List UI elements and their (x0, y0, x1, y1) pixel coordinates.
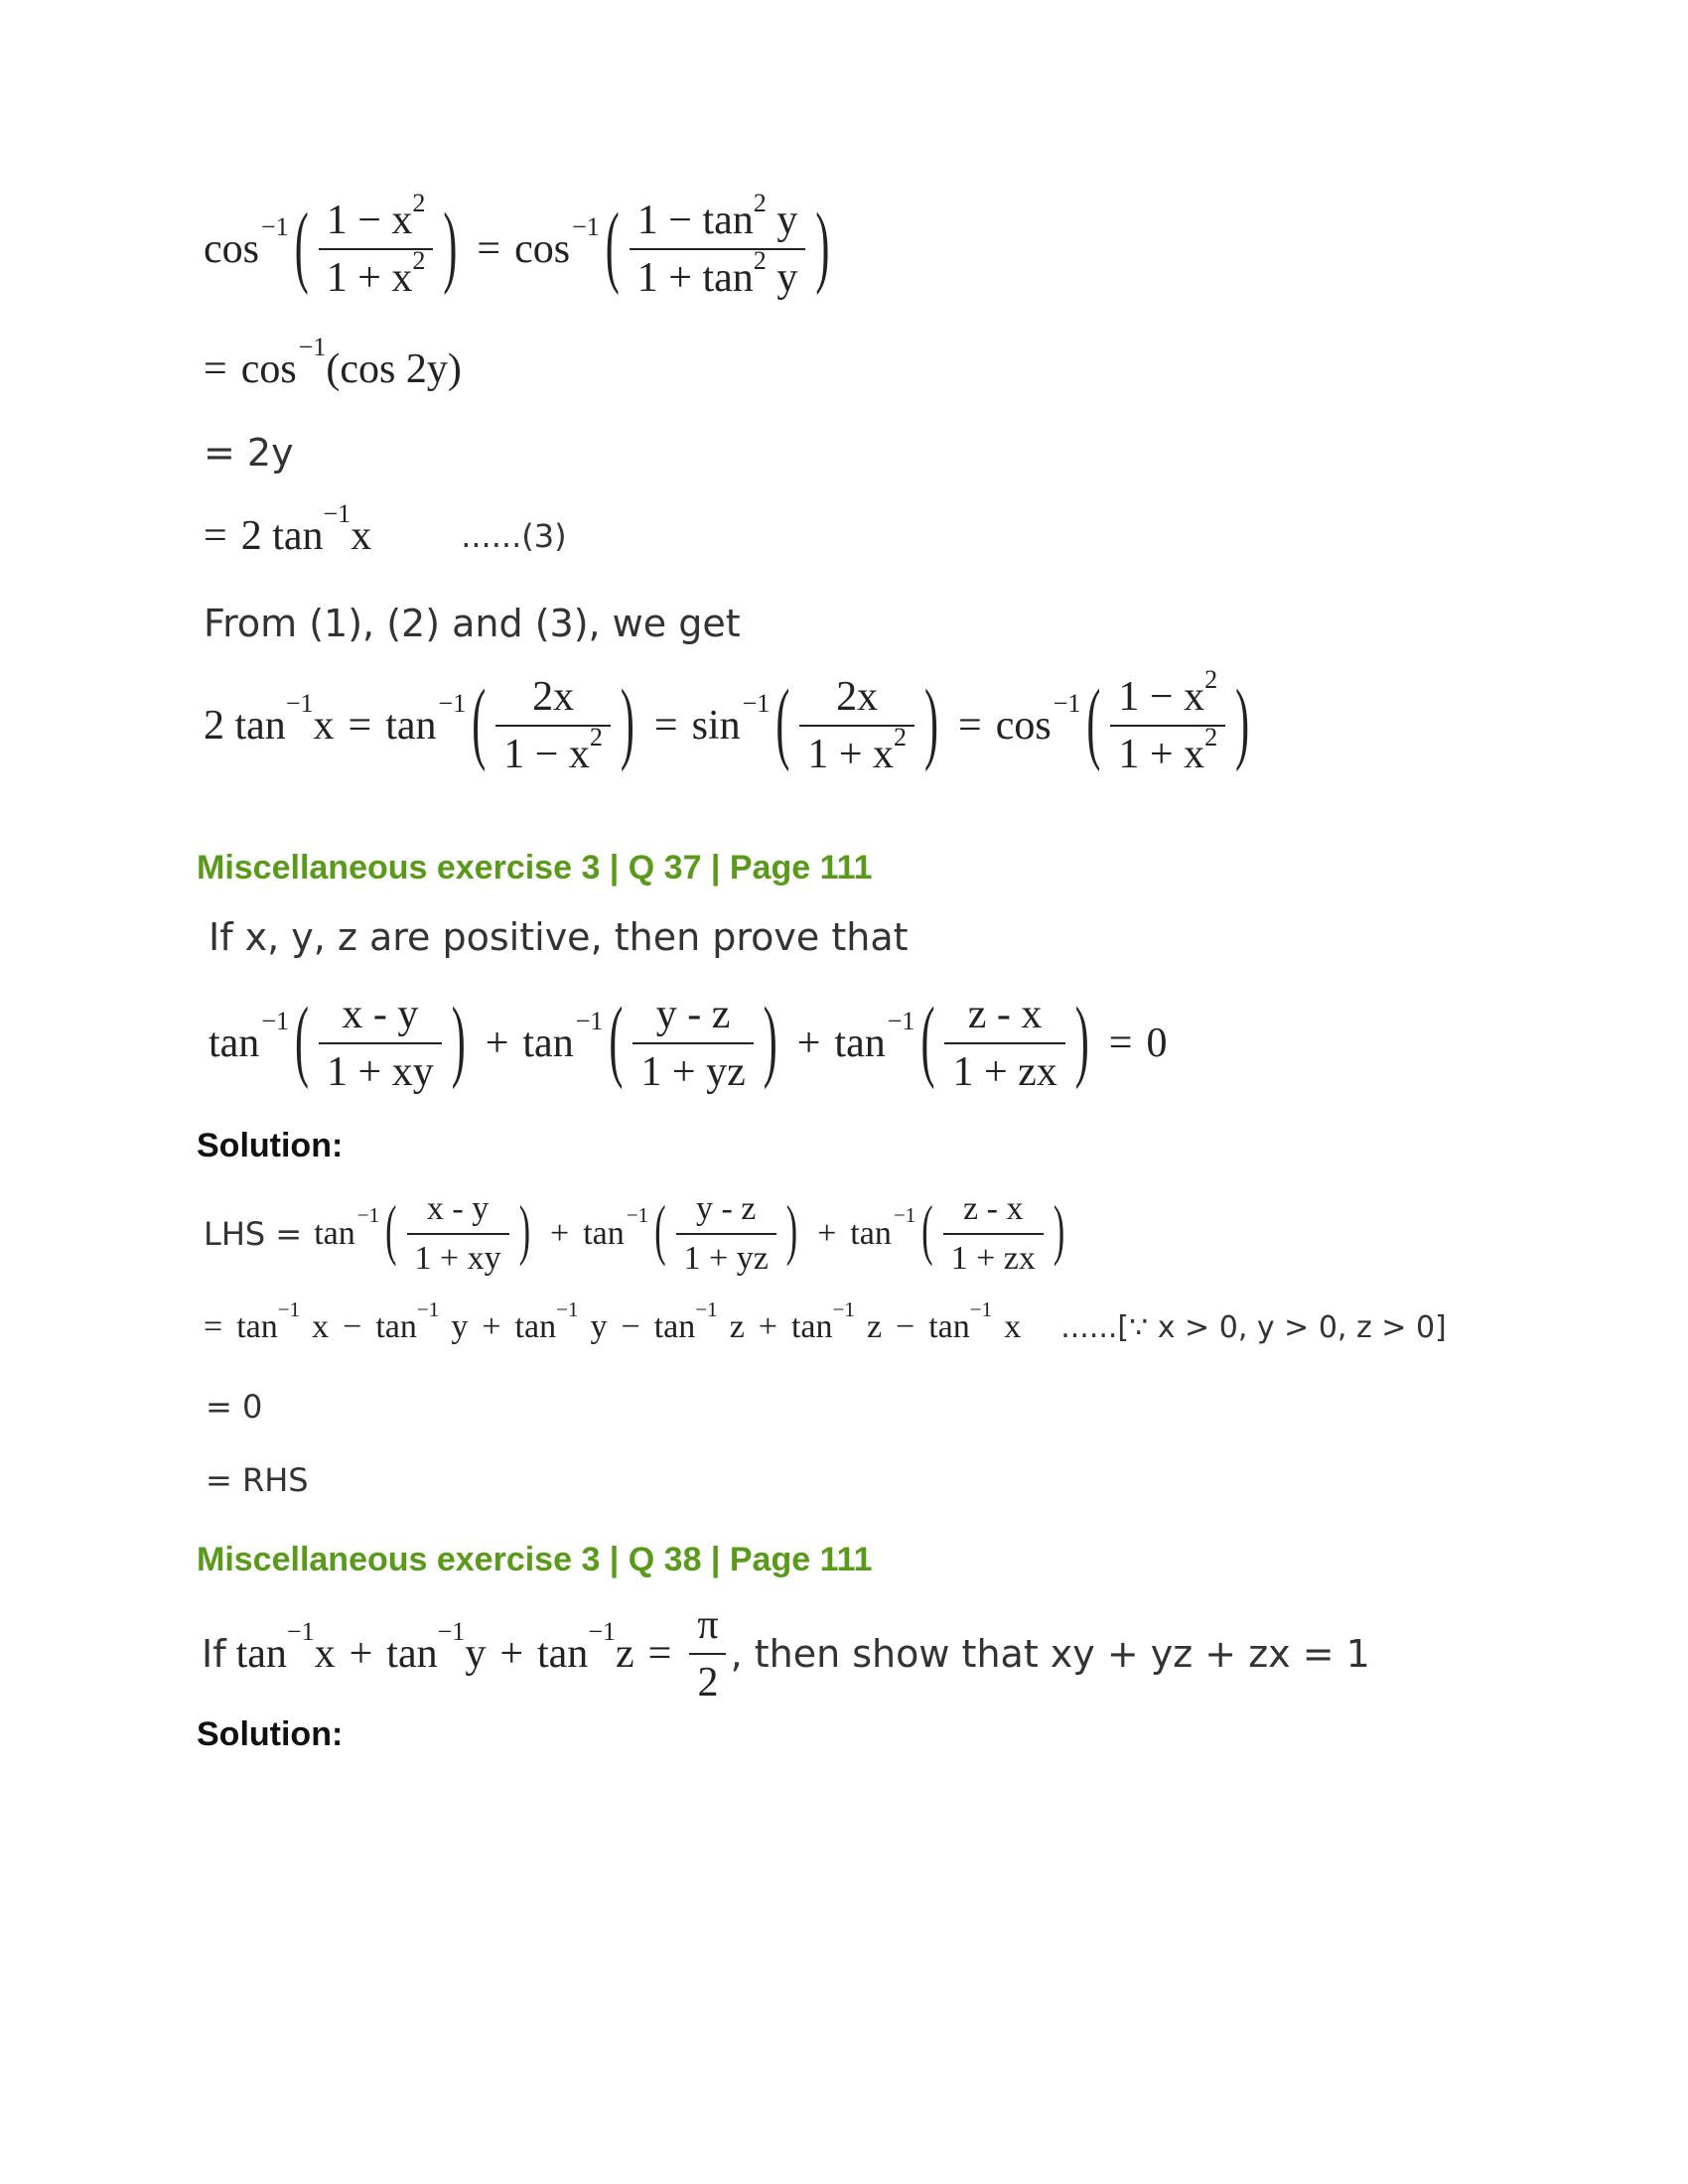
equation-reference: ......(3) (461, 517, 567, 555)
fraction: $\frac{2x}{1 - x^2}$ (495, 675, 611, 776)
fraction: $\frac{z - x}{1 + zx}$ (943, 1191, 1044, 1276)
fraction: $\frac{y - z}{1 + yz}$ (676, 1191, 776, 1276)
question-heading-q37: Miscellaneous exercise 3 | Q 37 | Page 111 (197, 849, 873, 887)
equation-line: = cos $^{-1}$ (cos 2y) (204, 332, 462, 392)
fraction: $\frac{x - y}{1 + xy}$ (319, 993, 442, 1094)
solution-line: = RHS (206, 1461, 309, 1499)
question-equation: tan $^{-1}$ ( $\frac{x - y}{1 + xy}$ ) + tan $^{-1}$ ( $\frac{y - z}{1 + yz}$ ) + tan $^{-1}$ ( $\frac{z - x}{1 + zx}$ ) = 0 (209, 991, 1168, 1096)
paragraph: From (1), (2) and (3), we get (204, 602, 741, 645)
fraction: $\frac{1 - x^2}{1 + x^2}$ (1110, 675, 1225, 776)
fraction: $\frac{1 - \tan^2 y}{1 + \tan^2 y}$ (630, 199, 806, 300)
fraction: $\frac{y - z}{1 + yz}$ (633, 993, 753, 1094)
fraction: $\frac{1 - x^2}{1 + x^2}$ (319, 199, 434, 300)
solution-label: Solution: (197, 1127, 344, 1164)
solution-label: Solution: (197, 1715, 344, 1753)
fraction: $\frac{x - y}{1 + xy}$ (407, 1191, 509, 1276)
question-heading-q38: Miscellaneous exercise 3 | Q 38 | Page 111 (197, 1541, 873, 1578)
solution-line: LHS = tan $^{-1}$ ( $\frac{x - y}{1 + xy}$ ) + tan $^{-1}$ ( $\frac{y - z}{1 + yz}$ ) + tan $^{-1}$ ( $\frac{z - x}{1 + zx}$ ) (204, 1190, 1065, 1277)
fraction: $\frac{2x}{1 + x^2}$ (799, 675, 914, 776)
solution-line: = tan $^{-1}$ x − tan $^{-1}$ y + tan $^{-1}$ y − tan $^{-1}$ z + tan $^{-1}$ z − tan $^{-1}$ x ......[∵ x > 0, y > 0, z > 0] (204, 1297, 1447, 1345)
equation-line: = 2 tan $^{-1}$ x ......(3) (204, 498, 567, 559)
equation-cos-identity: cos $^{-1}$ ( $\frac{1 - x^2}{1 + x^2}$ ) = cos $^{-1}$ ( $\frac{1 - \tan^2 y}{1 + \tan^2 y}$ ) (204, 188, 830, 302)
question-statement: If x, y, z are positive, then prove that (209, 915, 909, 959)
solution-line: = 0 (206, 1388, 263, 1426)
fraction: $\frac{\pi}{2}$ (689, 1603, 726, 1705)
equation-result: 2 tan $^{-1}$ x = tan $^{-1}$ ( $\frac{2x}{1 - x^2}$ ) = sin $^{-1}$ ( $\frac{2x}{1 + x^2}$ ) = cos $^{-1}$ ( $\frac{1 - x^2}{1 + x^2}$ ) (204, 664, 1250, 778)
solution-note: ......[∵ x > 0, y > 0, z > 0] (1060, 1309, 1447, 1345)
equation-line: = 2y (204, 431, 294, 475)
question-statement: If tan $^{-1}$ x + tan $^{-1}$ y + tan $^{-1}$ z = $\frac{\pi}{2}$ , then show that xy + yz + zx = 1 (202, 1602, 1370, 1706)
fraction: $\frac{z - x}{1 + zx}$ (944, 993, 1064, 1094)
